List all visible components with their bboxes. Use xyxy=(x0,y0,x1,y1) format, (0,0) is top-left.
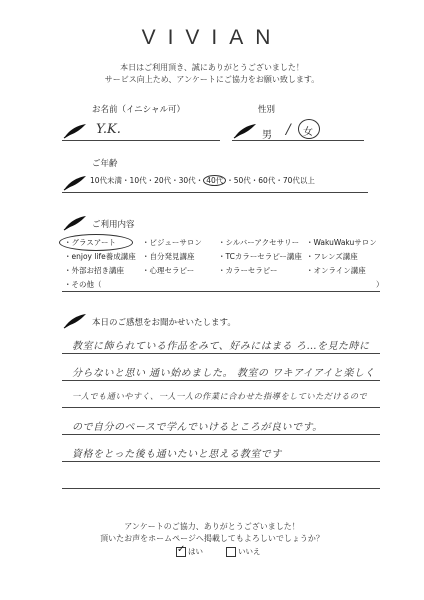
service-item[interactable]: ・カラーセラピー xyxy=(218,266,278,275)
name-value: Y.K. xyxy=(96,122,121,137)
age-option[interactable]: 30代 xyxy=(178,176,196,185)
feather-icon xyxy=(62,214,88,232)
consent-no[interactable] xyxy=(226,546,261,557)
feather-icon xyxy=(62,122,88,140)
other-close-paren: ） xyxy=(376,280,384,289)
footer-thanks: アンケートのご協力、ありがとうございました！ xyxy=(124,522,300,531)
comment-rule xyxy=(62,407,380,408)
gender-female[interactable]: 女 xyxy=(303,127,313,138)
comment-line: 一人でも通いやすく、一人一人の作業に合わせた指導をしていただけるので xyxy=(72,391,368,401)
comment-label: 本日のご感想をお聞かせいたします。 xyxy=(92,318,236,328)
gender-underline xyxy=(232,140,364,141)
service-item[interactable]: ・外部お招き講座 xyxy=(64,266,124,275)
service-item[interactable]: ・ビジューサロン xyxy=(142,238,202,247)
age-option[interactable]: 10代 xyxy=(129,176,147,185)
service-item[interactable]: ・グラスアート xyxy=(64,238,117,247)
comment-line: 資格をとった後も通いたいと思える教室です xyxy=(72,449,282,460)
footer-question: 頂いたお声をホームページへ掲載してもよろしいでしょうか？ xyxy=(100,534,324,543)
intro-line-1: 本日はご利用頂き、誠にありがとうございました！ xyxy=(120,63,304,72)
service-item[interactable]: ・シルバーアクセサリー xyxy=(218,238,300,247)
age-option[interactable]: 20代 xyxy=(154,176,172,185)
comment-line: ので自分のペースで学んでいけるところが良いです。 xyxy=(72,422,323,433)
service-item[interactable]: ・enjoy life養成講座 xyxy=(64,252,136,261)
service-item[interactable]: ・WakuWakuサロン xyxy=(306,238,377,247)
age-label: ご年齢 xyxy=(92,159,118,169)
service-item[interactable]: ・心理セラピー xyxy=(142,266,195,275)
checkbox-checked-icon[interactable]: ✓ xyxy=(177,544,186,555)
intro-line-2: サービス向上ため、アンケートにご協力をお願い致します。 xyxy=(104,75,320,84)
brand-name: VIVIAN xyxy=(141,26,283,49)
services-label: ご利用内容 xyxy=(92,220,135,230)
comment-rule xyxy=(62,353,380,354)
service-item[interactable]: ・自分発見講座 xyxy=(142,252,195,261)
consent-yes-label: はい xyxy=(188,547,203,556)
age-underline xyxy=(62,192,368,193)
age-options: 10代未満・10代・20代・30代・ 40代 ・50代・60代・70代以上 xyxy=(90,176,315,185)
age-option-selected[interactable]: 40代 xyxy=(203,175,226,186)
feather-icon xyxy=(232,122,258,140)
service-item[interactable]: ・フレンズ講座 xyxy=(306,252,358,261)
feather-icon xyxy=(62,312,88,330)
service-item[interactable]: ・TCカラーセラピー講座 xyxy=(218,252,302,261)
age-option[interactable]: 60代 xyxy=(258,176,276,185)
gender-male[interactable]: 男 xyxy=(262,130,272,141)
age-option[interactable]: 50代 xyxy=(233,176,251,185)
gender-label: 性別 xyxy=(258,105,276,115)
brand-logo xyxy=(0,26,424,50)
checkbox-icon[interactable] xyxy=(226,547,236,557)
consent-yes[interactable] xyxy=(176,546,203,557)
comment-line: 分らないと思い 通い始めました。 教室の ワキアイアイと楽しく xyxy=(72,368,375,379)
comment-line: 教室に飾られている作品をみて、好みにはまる ろ…を見た時に xyxy=(72,341,370,352)
services-underline xyxy=(62,291,380,292)
comment-rule xyxy=(62,380,380,381)
comment-rule xyxy=(62,434,380,435)
consent-no-label: いいえ xyxy=(238,547,261,556)
name-underline xyxy=(62,140,220,141)
age-option[interactable]: 10代未満 xyxy=(90,176,123,185)
comment-rule xyxy=(62,488,380,489)
service-item-other[interactable]: ・その他（ xyxy=(64,280,102,289)
name-label: お名前（イニシャル可） xyxy=(92,105,185,115)
age-option[interactable]: 70代以上 xyxy=(282,176,315,185)
comment-rule xyxy=(62,461,380,462)
feather-icon xyxy=(62,174,88,192)
service-item[interactable]: ・オンライン講座 xyxy=(306,266,366,275)
gender-slash: / xyxy=(286,122,291,138)
